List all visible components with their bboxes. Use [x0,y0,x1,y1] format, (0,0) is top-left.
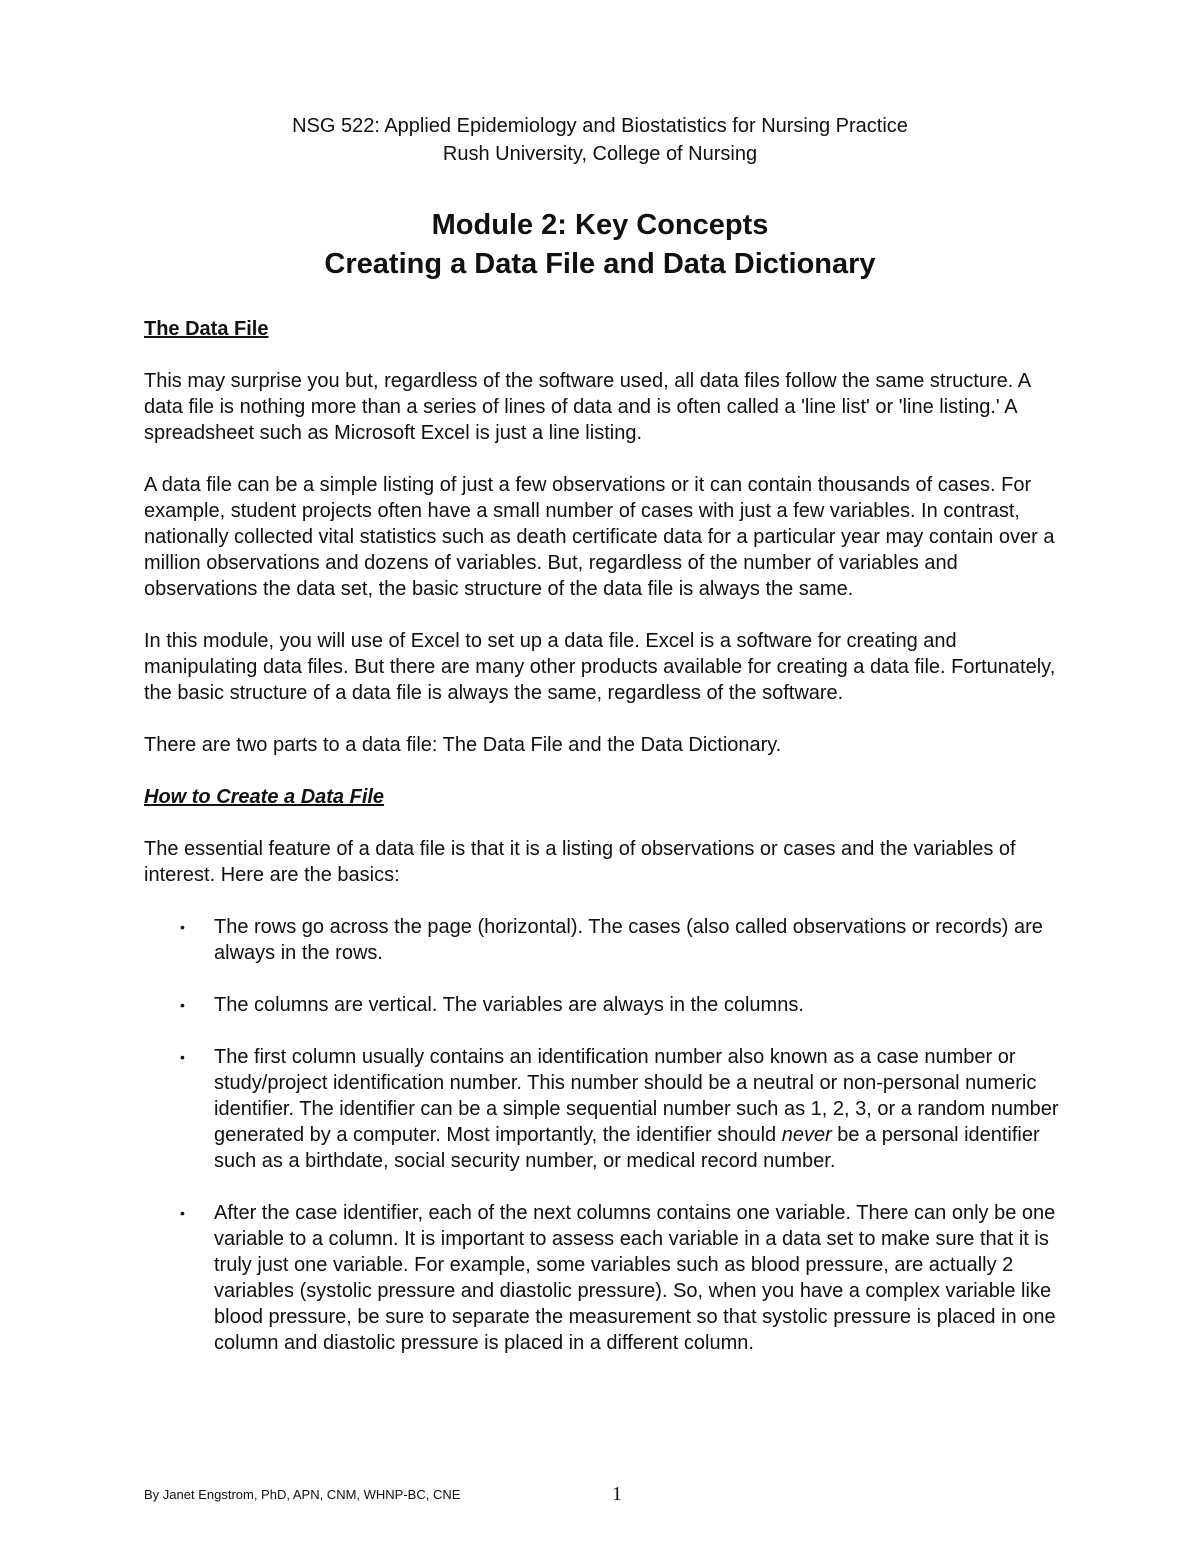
paragraph: The essential feature of a data file is that it is a listing of observations or cases and the variables of interest. Here are the basics: [144,838,1016,886]
paragraph: There are two parts to a data file: The Data File and the Data Dictionary. [144,734,782,756]
paragraph: This may surprise you but, regardless of the software used, all data files follow the same structure. A data file is nothing more than a series of lines of data and is often called a 'line list' or 'line listing.' A spreadsheet such as Microsoft Excel is just a line listing. [144,370,1030,444]
list-item-text [214,1046,1059,1172]
list-item [144,914,1074,966]
module-title-line1: Module 2: Key Concepts [431,209,769,241]
course-title: NSG 522: Applied Epidemiology and Biostatistics for Nursing Practice [292,115,908,137]
list-item-text: The rows go across the page (horizontal). The cases (also called observations or records) are always in the rows. [214,916,1043,964]
bullet-list [144,914,1074,1356]
list-item-text-part: be a personal identifier such as a birthdate, social security number, or medical record number. [214,1124,1040,1172]
paragraph: A data file can be a simple listing of just a few observations or it can contain thousands of cases. For example, student projects often have a small number of cases with just a few variables. In contrast, nationally collected vital statistics such as death certificate data for a particular year may contain over a million observations and dozens of variables. But, regardless of the number of variables and observations the data set, the basic structure of the data file is always the same. [144,474,1055,600]
module-title-line2: Creating a Data File and Data Dictionary [324,248,876,280]
module-title [0,206,1200,284]
bullet-icon: • [180,1205,185,1221]
bullet-icon: • [180,919,185,935]
list-item-text-part: The first column usually contains an identification number also known as a case number or study/project identification number. This number should be a neutral or non-personal numeric identifier. The identifier can be a simple sequential number such as 1, 2, 3, or a random number generated by a computer. Most importantly, the identifier should [214,1046,1059,1146]
footer-author: By Janet Engstrom, PhD, APN, CNM, WHNP-BC, CNE [144,1487,461,1502]
list-item [144,1044,1074,1174]
course-header [0,112,1200,168]
bullet-icon: • [180,1049,185,1065]
section-heading-create-data-file: How to Create a Data File [144,786,385,808]
emphasis-never: never [781,1124,832,1146]
page-number: 1 [612,1483,622,1505]
main-content [144,316,1074,1382]
paragraph: In this module, you will use of Excel to set up a data file. Excel is a software for creating and manipulating data files. But there are many other products available for creating a data file. Fortunately, the basic structure of a data file is always the same, regardless of the software. [144,630,1056,704]
list-item [144,1200,1074,1356]
section-heading-data-file: The Data File [144,318,269,340]
bullet-icon: • [180,997,185,1013]
institution-name: Rush University, College of Nursing [442,143,758,165]
list-item-text: After the case identifier, each of the next columns contains one variable. There can only be one variable to a column. It is important to assess each variable in a data set to make sure that it is truly just one variable. For example, some variables such as blood pressure, are actually 2 variables (systolic pressure and diastolic pressure). So, when you have a complex variable like blood pressure, be sure to separate the measurement so that systolic pressure is placed in one column and diastolic pressure is placed in a different column. [214,1202,1056,1354]
list-item [144,992,1074,1018]
list-item-text: The columns are vertical. The variables are always in the columns. [214,994,804,1016]
